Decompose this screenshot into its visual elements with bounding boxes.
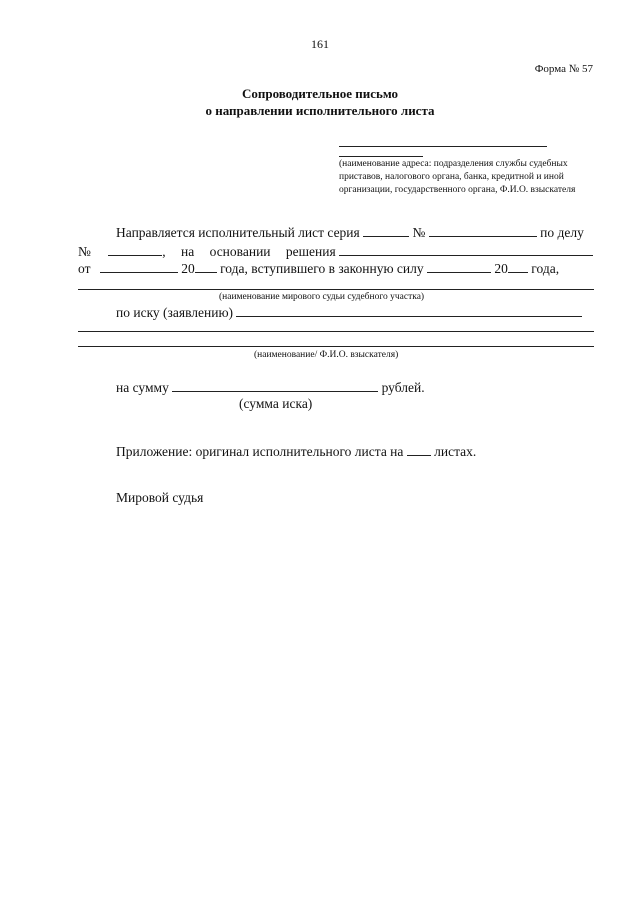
claim-field[interactable] xyxy=(236,304,582,317)
year-suffix: года, xyxy=(531,261,560,276)
address-line-2[interactable] xyxy=(339,156,423,157)
effective-year-field[interactable] xyxy=(508,260,528,273)
address-caption: (наименование адреса: подразделения службы судебных приставов, налогового органа, банка, кредитной и иной организации, государственного органа, Ф.И.О. взыскателя xyxy=(339,159,576,195)
page-number: 161 xyxy=(311,37,329,51)
case-number-field[interactable] xyxy=(108,243,162,256)
judge-caption: (наименование мирового судьи судебного участка) xyxy=(219,292,425,302)
claimant-line-1[interactable] xyxy=(78,331,594,332)
attachment-end: листах. xyxy=(434,444,477,459)
attachment-row xyxy=(116,443,476,460)
body-line-3 xyxy=(78,260,598,277)
signature-label: Мировой судья xyxy=(116,490,204,505)
series-field[interactable] xyxy=(363,224,409,237)
sheet-count-field[interactable] xyxy=(407,443,431,456)
claimant-line-2[interactable] xyxy=(78,346,594,347)
effective-date-field[interactable] xyxy=(427,260,491,273)
title-line-1: Сопроводительное письмо xyxy=(241,86,399,101)
body-line-2 xyxy=(78,243,596,260)
body-line-1 xyxy=(116,224,596,241)
issued-text: Направляется исполнительный лист серия xyxy=(116,225,360,240)
decision-date-field[interactable] xyxy=(100,260,178,273)
sum-label: на сумму xyxy=(116,380,169,395)
form-number: Форма № 57 xyxy=(534,63,593,75)
title-line-2: о направлении исполнительного листа xyxy=(205,103,435,118)
sum-field[interactable] xyxy=(172,379,378,392)
document-title xyxy=(0,85,640,119)
claimant-caption: (наименование/ Ф.И.О. взыскателя) xyxy=(254,350,399,360)
year-prefix-1: 20 xyxy=(181,261,195,276)
number-sign: № xyxy=(412,225,426,240)
decision-field[interactable] xyxy=(339,243,593,256)
case-label: по делу xyxy=(540,225,584,240)
case-number-sign: № xyxy=(78,244,91,259)
sheet-number-field[interactable] xyxy=(429,224,537,237)
judge-name-line[interactable] xyxy=(78,289,594,290)
from-label: от xyxy=(78,261,91,276)
decision-year-field[interactable] xyxy=(195,260,217,273)
claim-label: по иску (заявлению) xyxy=(116,305,234,320)
claim-row xyxy=(116,304,582,321)
year-prefix-2: 20 xyxy=(494,261,508,276)
decision-text: , на основании решения xyxy=(162,244,336,259)
sum-caption: (сумма иска) xyxy=(239,396,313,411)
effective-text: года, вступившего в законную силу xyxy=(220,261,424,276)
address-line-1[interactable] xyxy=(339,146,547,147)
sum-currency: рублей. xyxy=(381,380,425,395)
sum-row xyxy=(116,379,425,396)
attachment-text: Приложение: оригинал исполнительного листа на xyxy=(116,444,404,459)
